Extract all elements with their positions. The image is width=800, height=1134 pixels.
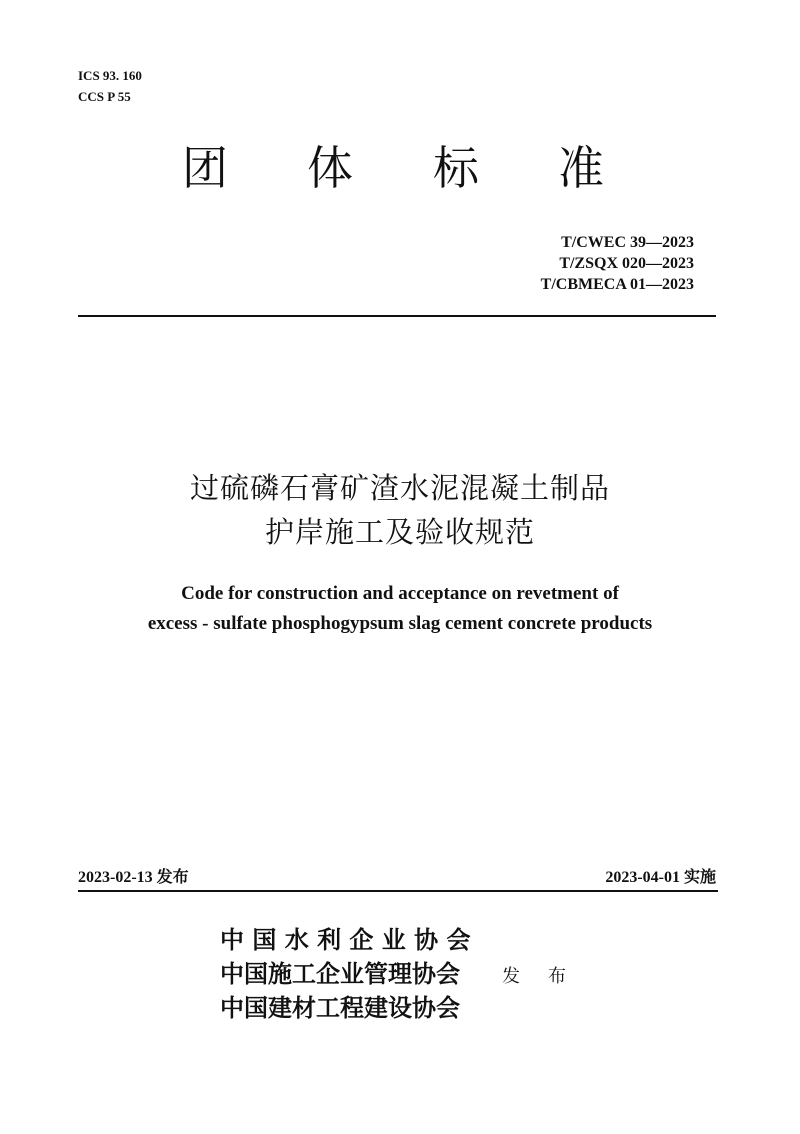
publish-label-bu: 布	[548, 966, 566, 987]
title-char: 标	[433, 141, 479, 195]
title-char: 体	[307, 141, 353, 195]
chinese-title-line2: 护岸施工及验收规范	[264, 515, 535, 549]
publisher-3: 中国建材工程建设协会	[220, 994, 460, 1022]
ccs-code: CCS P 55	[78, 89, 131, 104]
chinese-title-line1: 过硫磷石膏矿渣水泥混凝土制品	[189, 471, 610, 505]
date-divider	[78, 890, 718, 892]
standard-number: T/CBMECA 01—2023	[540, 276, 694, 293]
title-char: 准	[558, 141, 604, 195]
ics-code: ICS 93. 160	[78, 68, 142, 83]
publisher-2: 中国施工企业管理协会	[220, 960, 460, 988]
top-divider	[78, 315, 716, 317]
english-title-line2: excess - sulfate phosphogypsum slag cement concrete products	[147, 613, 653, 634]
title-char: 团	[182, 141, 228, 195]
issue-date: 2023-02-13 发布	[78, 869, 189, 886]
standard-number: T/ZSQX 020—2023	[559, 255, 694, 272]
standard-numbers	[541, 232, 694, 295]
implementation-date: 2023-04-01 实施	[605, 869, 716, 886]
publish-label-fa: 发	[502, 966, 520, 987]
standard-number: T/CWEC 39—2023	[561, 234, 694, 251]
english-title-line1: Code for construction and acceptance on revetment of	[181, 583, 619, 604]
publisher-1: 中 国 水 利 企 业 协 会	[220, 926, 471, 954]
